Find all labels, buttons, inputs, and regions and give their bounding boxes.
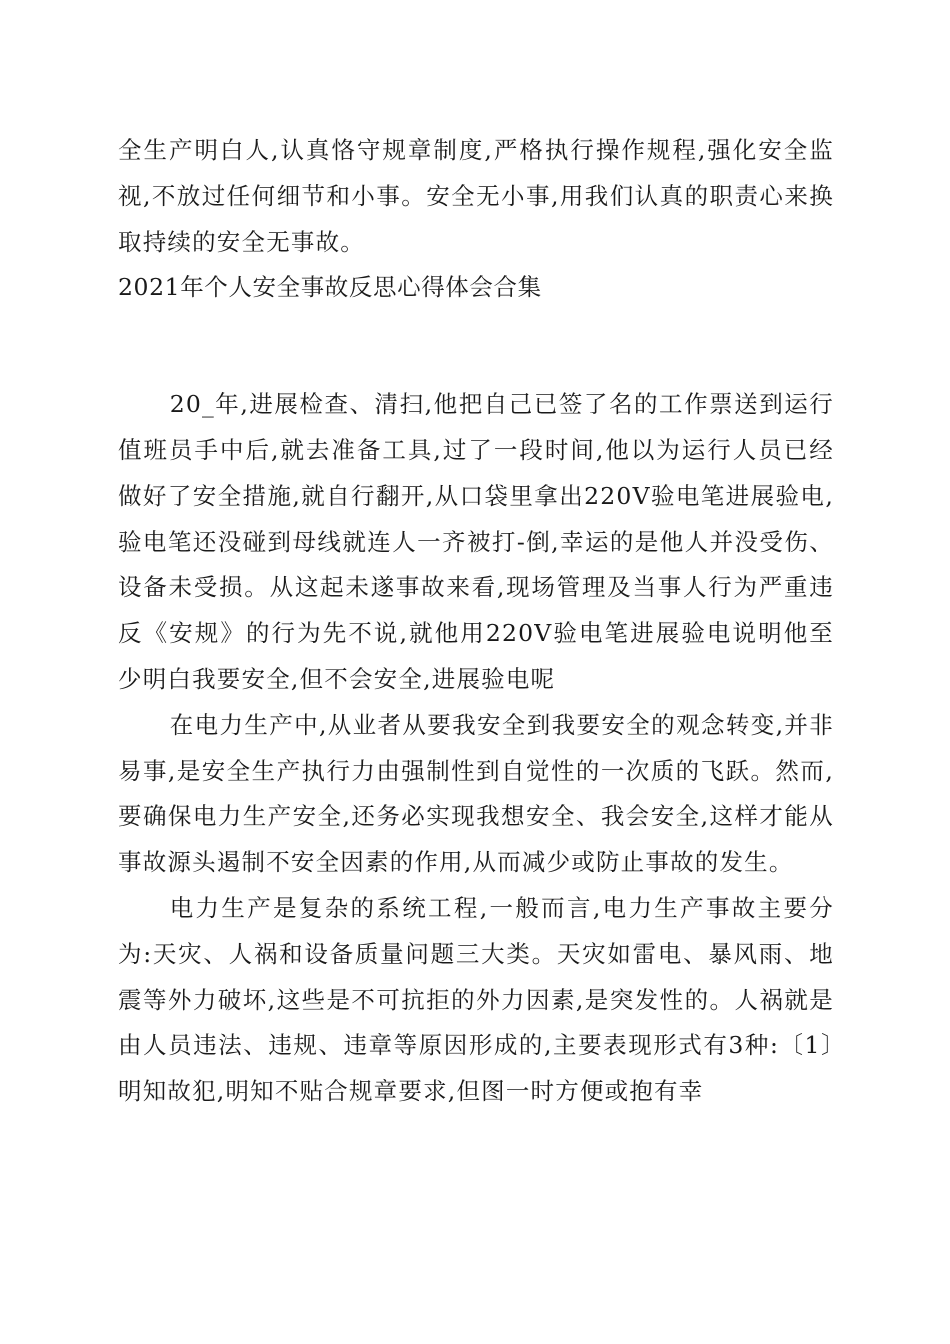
document-body bbox=[118, 128, 834, 1115]
continuation-paragraph: 全生产明白人,认真恪守规章制度,严格执行操作规程,强化安全监视,不放过任何细节和小事。安全无小事,用我们认真的职责心来换取持续的安全无事故。 bbox=[118, 136, 834, 256]
spacer bbox=[118, 311, 834, 382]
paragraph-1: 20_年,进展检查、清扫,他把自己已签了名的工作票送到运行值班员手中后,就去准备工具,过了一段时间,他以为运行人员已经做好了安全措施,就自行翻开,从口袋里拿出220V验电笔进展验电,验电笔还没碰到母线就连人一齐被打-倒,幸运的是他人并没受伤、设备未受损。从这起未遂事故来看,现场管理及当事人行为严重违反《安规》的行为先不说,就他用220V验电笔进展验电说明他至少明白我要安全,但不会安全,进展验电呢 bbox=[118, 390, 834, 693]
document-heading: 2021年个人安全事故反思心得体会合集 bbox=[118, 273, 542, 302]
paragraph-2: 在电力生产中,从业者从要我安全到我要安全的观念转变,并非易事,是安全生产执行力由强制性到自觉性的一次质的飞跃。然而,要确保电力生产安全,还务必实现我想安全、我会安全,这样才能从事故源头遏制不安全因素的作用,从而减少或防止事故的发生。 bbox=[118, 710, 834, 877]
paragraph-3: 电力生产是复杂的系统工程,一般而言,电力生产事故主要分为:天灾、人祸和设备质量问题三大类。天灾如雷电、暴风雨、地震等外力破坏,这些是不可抗拒的外力因素,是突发性的。人祸就是由人员违法、违规、违章等原因形成的,主要表现形式有3种:〔1〕明知故犯,明知不贴合规章要求,但图一时方便或抱有幸 bbox=[118, 893, 834, 1106]
